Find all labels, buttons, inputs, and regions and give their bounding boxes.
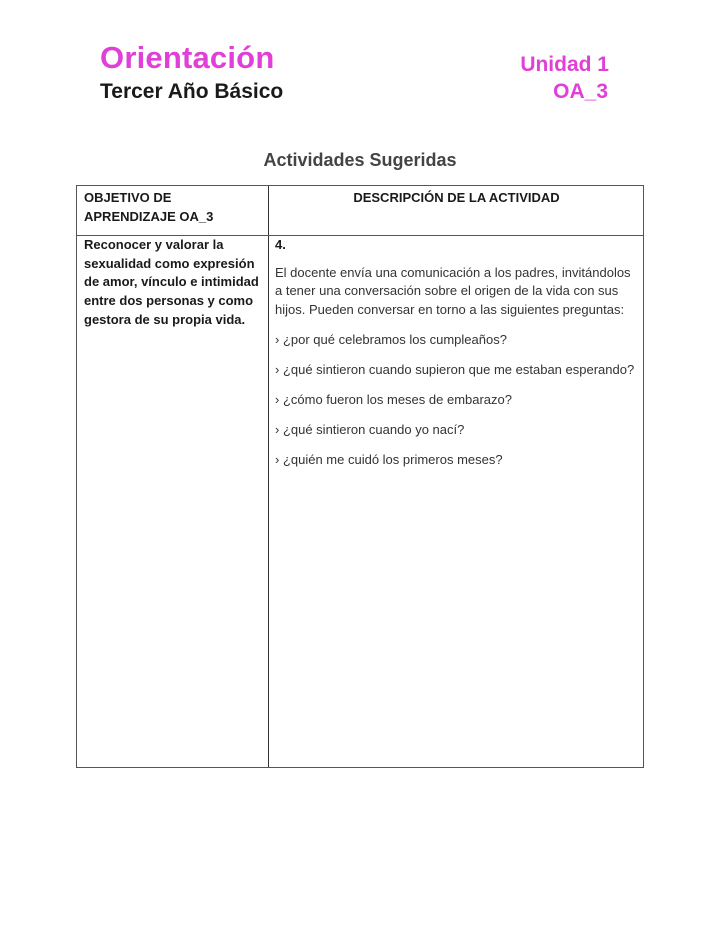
section-title: Actividades Sugeridas: [263, 150, 457, 170]
objective-text: Reconocer y valorar la sexualidad como expresión de amor, vínculo e intimidad entre dos personas y como gestora de su propia vida.: [84, 237, 259, 327]
activity-number: 4.: [275, 237, 286, 252]
subject-title: Orientación: [100, 40, 275, 75]
oa-label: OA_3: [553, 80, 608, 103]
question-item: › ¿quién me cuidó los primeros meses?: [275, 452, 503, 468]
objective-column-header: OBJETIVO DE APRENDIZAJE OA_3: [84, 190, 214, 224]
grade-title: Tercer Año Básico: [100, 80, 284, 103]
unit-label: Unidad 1: [520, 53, 609, 76]
question-item: › ¿por qué celebramos los cumpleaños?: [275, 331, 507, 347]
question-item: › ¿cómo fueron los meses de embarazo?: [275, 392, 512, 408]
question-item: › ¿qué sintieron cuando supieron que me estaban esperando?: [275, 361, 635, 377]
activity-description: [275, 236, 637, 481]
activity-table: [76, 185, 644, 768]
description-column-header: DESCRIPCIÓN DE LA ACTIVIDAD: [353, 190, 560, 205]
column-divider: [268, 186, 269, 767]
question-item: › ¿qué sintieron cuando yo nací?: [275, 422, 465, 438]
activity-intro: El docente envía una comunicación a los padres, invitándolos a tener una conversación sobre el origen de la vida con sus hijos. Pueden conversar en torno a las siguientes preguntas:: [275, 264, 631, 317]
